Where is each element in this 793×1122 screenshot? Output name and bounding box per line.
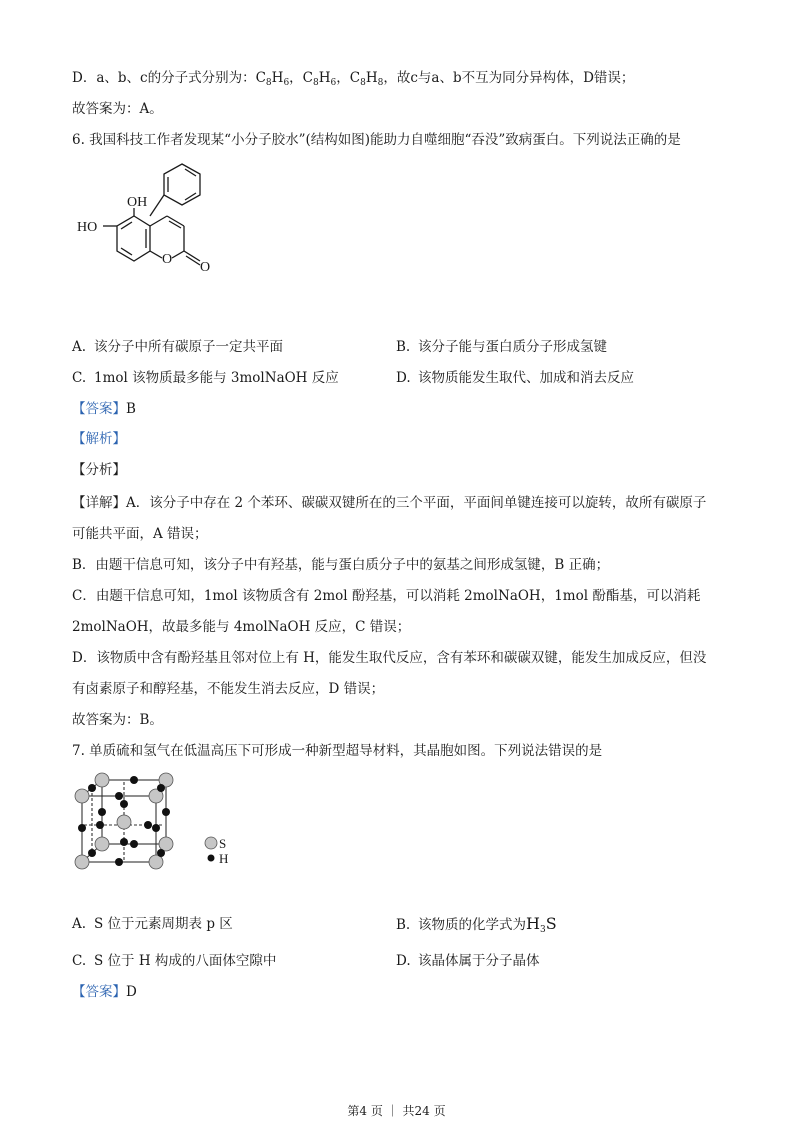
carbonyl-oxygen-label: O: [200, 260, 211, 275]
page-footer: 第4 页 ｜ 共24 页: [347, 1104, 446, 1118]
hydroxyl-label-left: HO: [77, 220, 98, 235]
q6-option-c: C. 1mol 该物质最多能与 3molNaOH 反应: [72, 370, 339, 386]
q6-answer: 【答案】B: [72, 401, 136, 417]
q6-final-answer: 故答案为：B。: [72, 712, 163, 728]
q5-option-d-explanation: D．a、b、c的分子式分别为：$C_8H_6$，$C_8H_6$，$C_8H_8$，故c与a、b不互为同分异构体，D错误；: [72, 70, 635, 88]
hydroxyl-label-top: OH: [127, 195, 148, 210]
q6-stem: 6. 我国科技工作者发现某“小分子胶水”(结构如图)能助力自噬细胞“吞没”致病蛋白。下列说法正确的是: [72, 132, 681, 148]
q7-option-c: C. S 位于 H 构成的八面体空隙中: [72, 953, 277, 969]
q7-option-b: B. 该物质的化学式为$H_3S$: [396, 914, 557, 935]
q6-detail-line-3: B．由题干信息可知，该分子中有羟基，能与蛋白质分子中的氨基之间形成氢键，B 正确；: [72, 557, 610, 573]
q6-fenxi-tag: 【分析】: [72, 462, 126, 478]
q6-detail-line-7: 有卤素原子和醇羟基，不能发生消去反应，D 错误；: [72, 681, 385, 697]
q6-option-a: A. 该分子中所有碳原子一定共平面: [72, 339, 283, 355]
q6-detail-line-4: C．由题干信息可知，1mol 该物质含有 2mol 酚羟基，可以消耗 2molNaOH，1mol 酚酯基，可以消耗: [72, 588, 701, 604]
q6-detail-line-5: 2molNaOH，故最多能与 4molNaOH 反应，C 错误；: [72, 619, 411, 635]
q7-answer: 【答案】D: [72, 984, 137, 1000]
legend-sulfur-label: S: [219, 836, 227, 851]
q7-stem: 7. 单质硫和氢气在低温高压下可形成一种新型超导材料，其晶胞如图。下列说法错误的是: [72, 743, 603, 759]
q7-option-d: D. 该晶体属于分子晶体: [396, 953, 540, 969]
q7-option-a: A. S 位于元素周期表 p 区: [72, 916, 233, 932]
q6-detail-line-2: 可能共平面，A 错误；: [72, 526, 208, 542]
q6-option-b: B. 该分子能与蛋白质分子形成氢键: [396, 339, 607, 355]
q6-detail-line-1: 【详解】A．该分子中存在 2 个苯环、碳碳双键所在的三个平面，平面间单键连接可以旋转，故所有碳原子: [72, 495, 707, 511]
q6-analysis-tag: 【解析】: [72, 431, 126, 447]
legend-hydrogen-label: H: [219, 851, 229, 866]
q7-crystal-cell-diagram: [72, 770, 252, 875]
q5-final-answer: 故答案为：A。: [72, 101, 163, 117]
q6-structure-diagram: [72, 160, 252, 300]
q6-detail-line-6: D．该物质中含有酚羟基且邻对位上有 H，能发生取代反应，含有苯环和碳碳双键，能发生加成反应，但没: [72, 650, 707, 666]
ring-oxygen-label: O: [162, 252, 173, 267]
q6-option-d: D. 该物质能发生取代、加成和消去反应: [396, 370, 634, 386]
